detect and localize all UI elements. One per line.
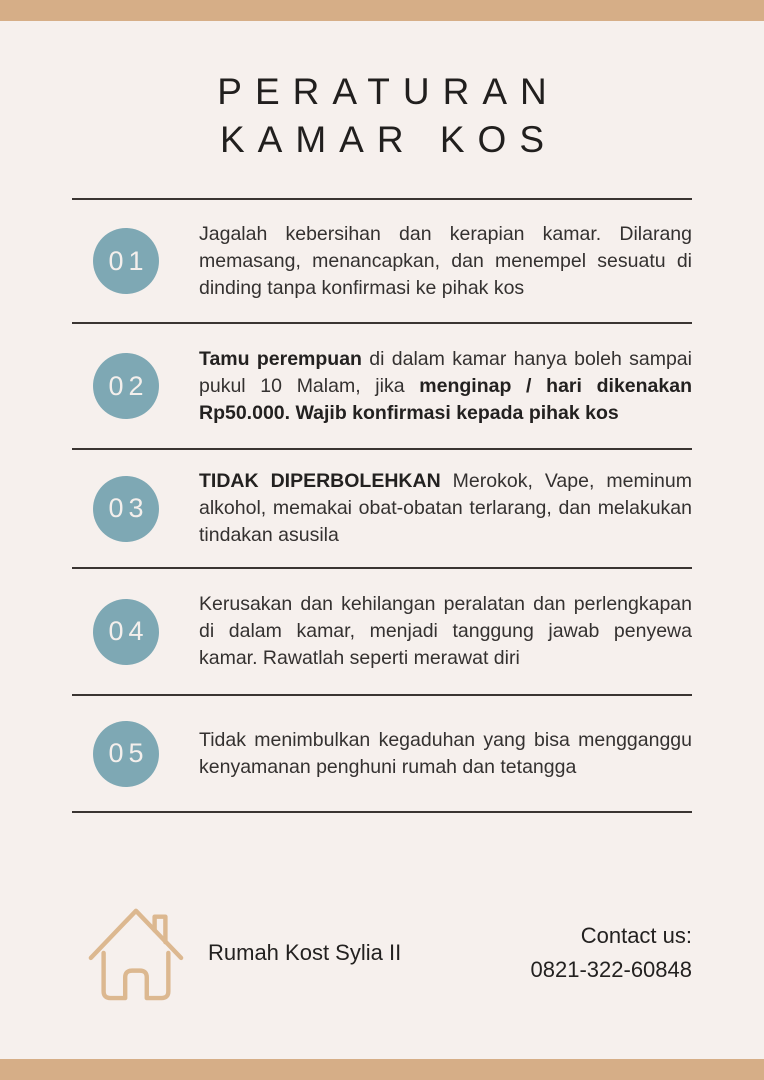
contact-phone: 0821-322-60848 [530,957,692,982]
contact-block [531,919,692,987]
rule-number: 01 [108,245,149,276]
kost-name: Rumah Kost Sylia II [208,940,402,965]
rule-number-badge [93,228,159,294]
rule-number: 02 [108,370,149,401]
rule-text: Tamu perempuan di dalam kamar hanya boleh sampai pukul 10 Malam, jika menginap / hari dikenakan Rp50.000. Wajib konfirmasi kepada pihak kos [199,347,692,424]
rule-text: Tidak menimbulkan kegaduhan yang bisa mengganggu kenyamanan penghuni rumah dan tetangga [199,728,692,778]
title-line-2: KAMAR KOS [220,119,557,160]
rule-text: TIDAK DIPERBOLEHKAN Merokok, Vape, meminum alkohol, memakai obat-obatan terlarang, dan melakukan tindakan asusila [199,470,692,546]
top-accent-bar [0,0,764,21]
rule-text: Kerusakan dan kehilangan peralatan dan perlengkapan di dalam kamar, menjadi tanggung jawab penyewa kamar. Rawatlah seperti merawat diri [199,593,692,669]
rule-number: 03 [108,493,149,523]
title-line-1: PERATURAN [217,71,560,112]
rule-item-1 [72,198,692,322]
rule-number: 05 [108,738,149,768]
rule-item-5 [72,694,692,813]
rule-number-badge [93,721,159,787]
rule-text: Jagalah kebersihan dan kerapian kamar. Dilarang memasang, menancapkan, dan menempel sesuatu di dinding tanpa konfirmasi ke pihak kos [199,222,692,299]
rule-item-4 [72,567,692,694]
rule-item-2 [72,322,692,448]
bottom-accent-bar [0,1059,764,1080]
contact-label: Contact us: [580,923,692,948]
rule-number-badge [93,599,159,665]
rule-item-3 [72,448,692,567]
rule-number: 04 [108,616,149,646]
house-outline-icon [84,895,186,1012]
footer [0,847,764,1059]
rule-number-badge [93,353,159,419]
rule-number-badge [93,476,159,542]
page-title [0,0,764,164]
rules-list [72,198,692,813]
